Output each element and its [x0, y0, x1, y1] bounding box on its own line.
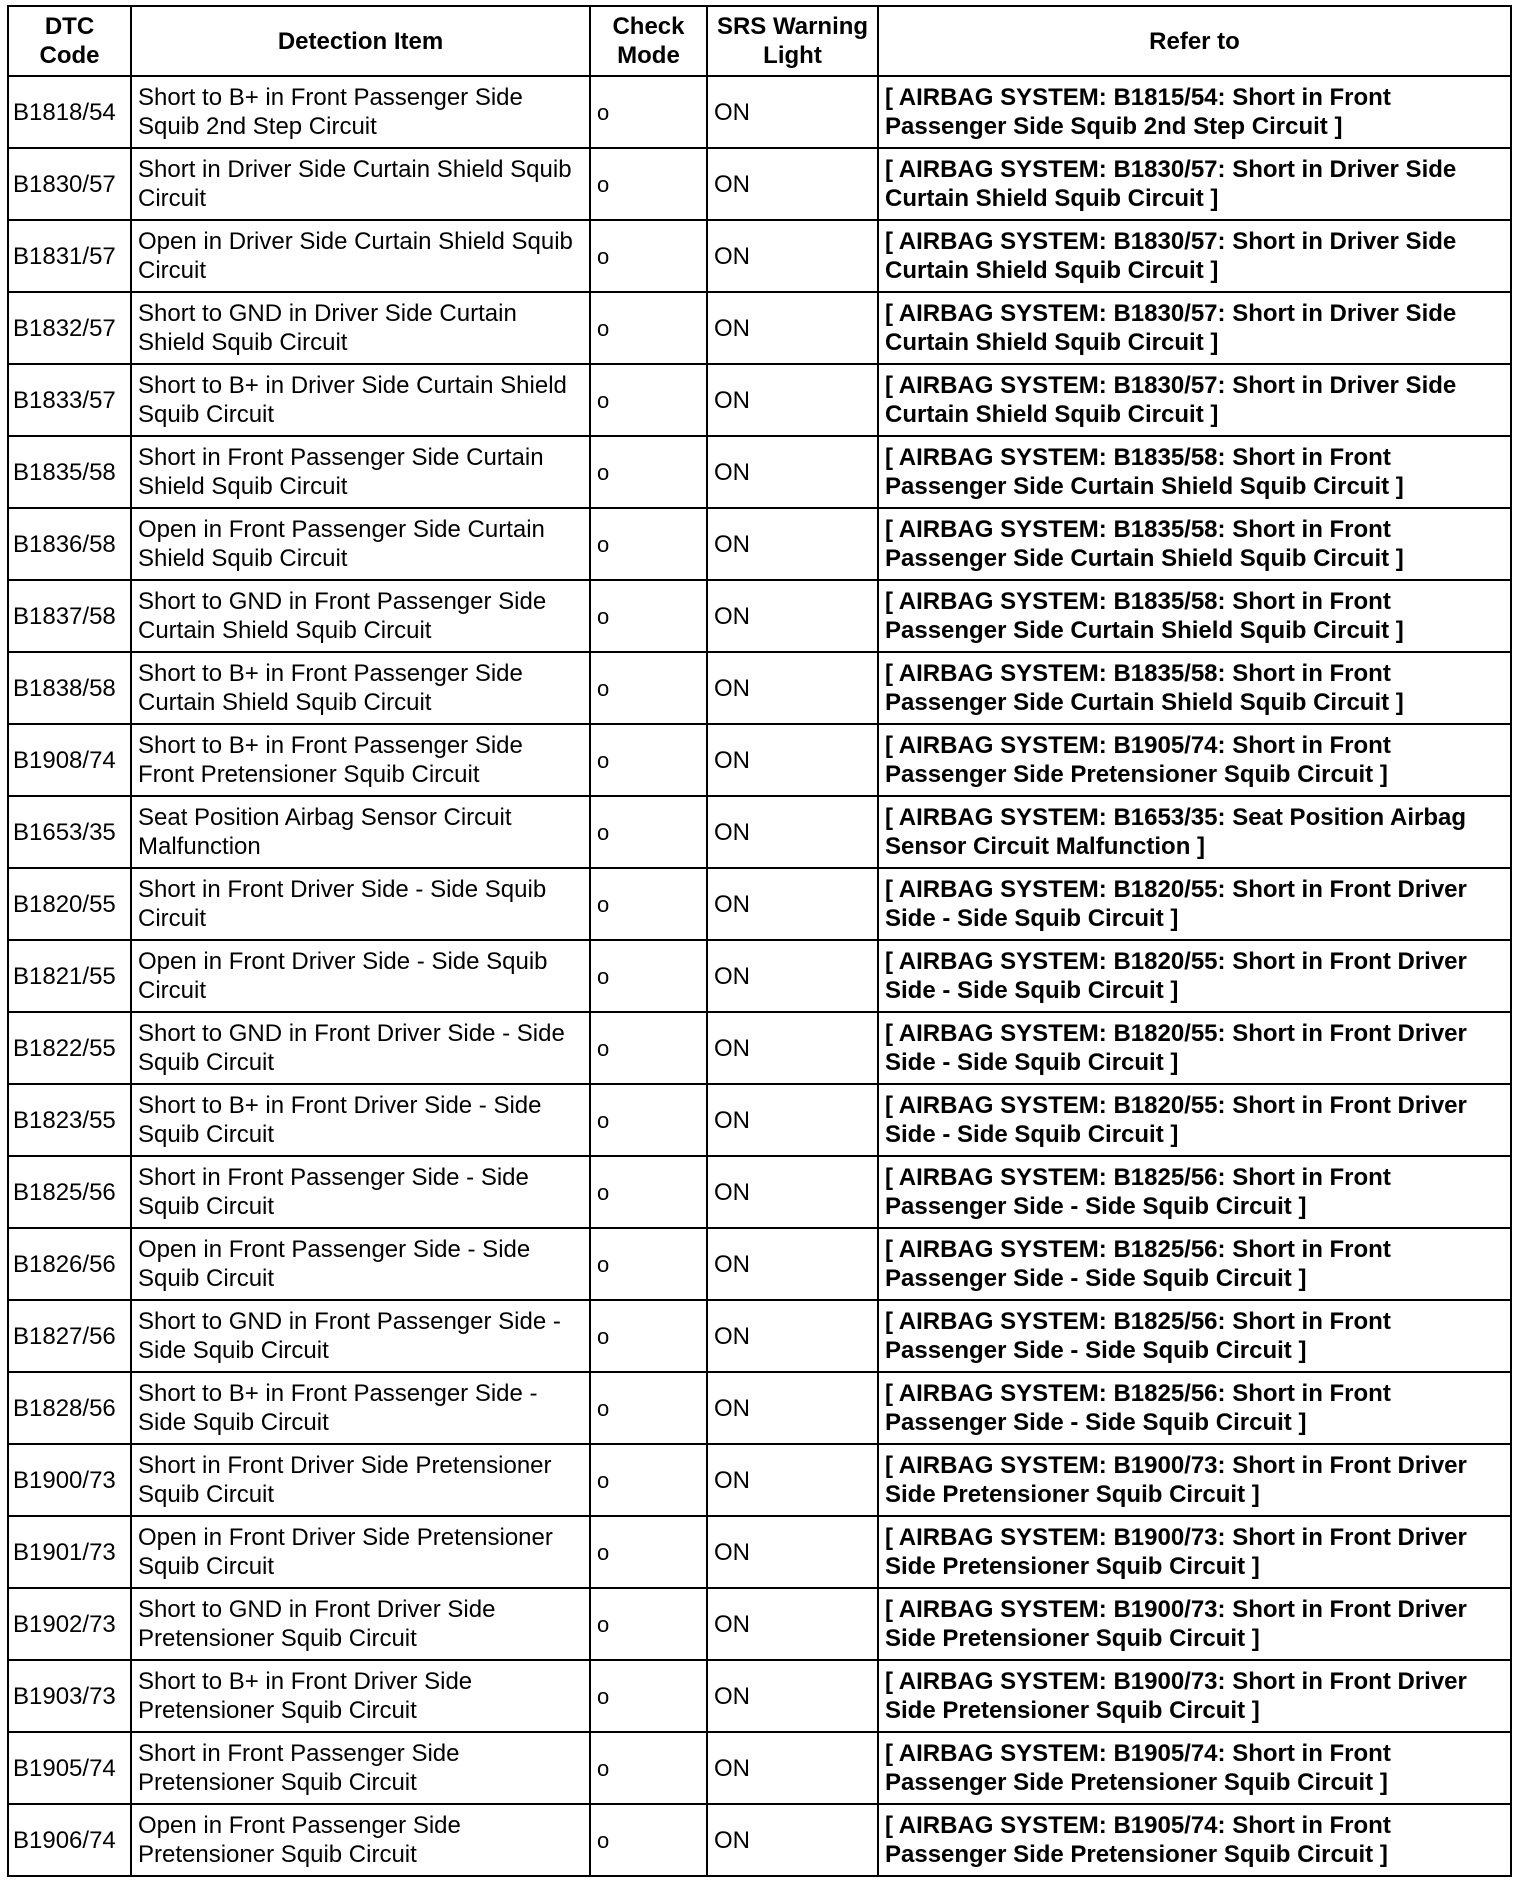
dtc-code-cell: B1828/56 — [8, 1372, 131, 1444]
srs-warning-light-cell: ON — [707, 1588, 878, 1660]
srs-warning-light-cell: ON — [707, 940, 878, 1012]
dtc-code-cell: B1653/35 — [8, 796, 131, 868]
refer-to-link[interactable]: [ AIRBAG SYSTEM: B1830/57: Short in Driver Side Curtain Shield Squib Circuit ] — [878, 292, 1511, 364]
detection-item-cell: Open in Driver Side Curtain Shield Squib Circuit — [131, 220, 590, 292]
check-mode-cell: o — [590, 292, 707, 364]
header-detection-item: Detection Item — [131, 6, 590, 76]
srs-warning-light-cell: ON — [707, 1300, 878, 1372]
check-mode-cell: o — [590, 436, 707, 508]
table-row — [8, 652, 1511, 724]
detection-item-cell: Short to B+ in Front Passenger Side - Side Squib Circuit — [131, 1372, 590, 1444]
dtc-code-cell: B1833/57 — [8, 364, 131, 436]
refer-to-link[interactable]: [ AIRBAG SYSTEM: B1835/58: Short in Front Passenger Side Curtain Shield Squib Circuit ] — [878, 436, 1511, 508]
header-dtc-code: DTC Code — [8, 6, 131, 76]
dtc-code-cell: B1831/57 — [8, 220, 131, 292]
refer-to-link[interactable]: [ AIRBAG SYSTEM: B1825/56: Short in Front Passenger Side - Side Squib Circuit ] — [878, 1156, 1511, 1228]
table-row — [8, 1732, 1511, 1804]
refer-to-link[interactable]: [ AIRBAG SYSTEM: B1830/57: Short in Driver Side Curtain Shield Squib Circuit ] — [878, 220, 1511, 292]
detection-item-cell: Short to GND in Front Driver Side Pretensioner Squib Circuit — [131, 1588, 590, 1660]
check-mode-cell: o — [590, 1084, 707, 1156]
refer-to-link[interactable]: [ AIRBAG SYSTEM: B1900/73: Short in Front Driver Side Pretensioner Squib Circuit ] — [878, 1516, 1511, 1588]
srs-warning-light-cell: ON — [707, 1084, 878, 1156]
refer-to-link[interactable]: [ AIRBAG SYSTEM: B1825/56: Short in Front Passenger Side - Side Squib Circuit ] — [878, 1300, 1511, 1372]
srs-warning-light-cell: ON — [707, 1012, 878, 1084]
dtc-table — [7, 5, 1512, 1877]
dtc-code-cell: B1818/54 — [8, 76, 131, 148]
detection-item-cell: Short in Front Passenger Side Curtain Shield Squib Circuit — [131, 436, 590, 508]
header-check-mode: Check Mode — [590, 6, 707, 76]
check-mode-cell: o — [590, 76, 707, 148]
refer-to-link[interactable]: [ AIRBAG SYSTEM: B1825/56: Short in Front Passenger Side - Side Squib Circuit ] — [878, 1228, 1511, 1300]
check-mode-cell: o — [590, 1228, 707, 1300]
detection-item-cell: Short in Front Passenger Side - Side Squib Circuit — [131, 1156, 590, 1228]
dtc-code-cell: B1820/55 — [8, 868, 131, 940]
detection-item-cell: Seat Position Airbag Sensor Circuit Malfunction — [131, 796, 590, 868]
refer-to-link[interactable]: [ AIRBAG SYSTEM: B1905/74: Short in Front Passenger Side Pretensioner Squib Circuit ] — [878, 1732, 1511, 1804]
check-mode-cell: o — [590, 1660, 707, 1732]
table-body — [8, 76, 1511, 1876]
detection-item-cell: Open in Front Driver Side Pretensioner Squib Circuit — [131, 1516, 590, 1588]
refer-to-link[interactable]: [ AIRBAG SYSTEM: B1830/57: Short in Driver Side Curtain Shield Squib Circuit ] — [878, 148, 1511, 220]
check-mode-cell: o — [590, 220, 707, 292]
table-row — [8, 1372, 1511, 1444]
dtc-code-cell: B1823/55 — [8, 1084, 131, 1156]
detection-item-cell: Short to B+ in Front Passenger Side Squib 2nd Step Circuit — [131, 76, 590, 148]
srs-warning-light-cell: ON — [707, 1156, 878, 1228]
check-mode-cell: o — [590, 1588, 707, 1660]
table-row — [8, 508, 1511, 580]
dtc-code-cell: B1901/73 — [8, 1516, 131, 1588]
refer-to-link[interactable]: [ AIRBAG SYSTEM: B1900/73: Short in Front Driver Side Pretensioner Squib Circuit ] — [878, 1444, 1511, 1516]
table-row — [8, 1012, 1511, 1084]
dtc-code-cell: B1821/55 — [8, 940, 131, 1012]
refer-to-link[interactable]: [ AIRBAG SYSTEM: B1835/58: Short in Front Passenger Side Curtain Shield Squib Circuit ] — [878, 508, 1511, 580]
srs-warning-light-cell: ON — [707, 292, 878, 364]
check-mode-cell: o — [590, 940, 707, 1012]
check-mode-cell: o — [590, 868, 707, 940]
dtc-code-cell: B1832/57 — [8, 292, 131, 364]
srs-warning-light-cell: ON — [707, 1372, 878, 1444]
detection-item-cell: Short to B+ in Driver Side Curtain Shield Squib Circuit — [131, 364, 590, 436]
srs-warning-light-cell: ON — [707, 1516, 878, 1588]
srs-warning-light-cell: ON — [707, 580, 878, 652]
refer-to-link[interactable]: [ AIRBAG SYSTEM: B1900/73: Short in Front Driver Side Pretensioner Squib Circuit ] — [878, 1588, 1511, 1660]
table-row — [8, 1516, 1511, 1588]
dtc-code-cell: B1827/56 — [8, 1300, 131, 1372]
check-mode-cell: o — [590, 1300, 707, 1372]
check-mode-cell: o — [590, 1012, 707, 1084]
check-mode-cell: o — [590, 508, 707, 580]
detection-item-cell: Short to GND in Front Passenger Side - Side Squib Circuit — [131, 1300, 590, 1372]
refer-to-link[interactable]: [ AIRBAG SYSTEM: B1830/57: Short in Driver Side Curtain Shield Squib Circuit ] — [878, 364, 1511, 436]
check-mode-cell: o — [590, 148, 707, 220]
detection-item-cell: Short to GND in Front Driver Side - Side Squib Circuit — [131, 1012, 590, 1084]
detection-item-cell: Short to B+ in Front Driver Side Pretensioner Squib Circuit — [131, 1660, 590, 1732]
refer-to-link[interactable]: [ AIRBAG SYSTEM: B1820/55: Short in Front Driver Side - Side Squib Circuit ] — [878, 1084, 1511, 1156]
dtc-code-cell: B1826/56 — [8, 1228, 131, 1300]
header-refer-to: Refer to — [878, 6, 1511, 76]
refer-to-link[interactable]: [ AIRBAG SYSTEM: B1820/55: Short in Front Driver Side - Side Squib Circuit ] — [878, 940, 1511, 1012]
table-row — [8, 148, 1511, 220]
check-mode-cell: o — [590, 724, 707, 796]
table-row — [8, 724, 1511, 796]
dtc-code-cell: B1905/74 — [8, 1732, 131, 1804]
check-mode-cell: o — [590, 1156, 707, 1228]
dtc-code-cell: B1836/58 — [8, 508, 131, 580]
dtc-code-cell: B1838/58 — [8, 652, 131, 724]
check-mode-cell: o — [590, 796, 707, 868]
table-row — [8, 436, 1511, 508]
srs-warning-light-cell: ON — [707, 148, 878, 220]
detection-item-cell: Short in Driver Side Curtain Shield Squib Circuit — [131, 148, 590, 220]
detection-item-cell: Short in Front Driver Side - Side Squib Circuit — [131, 868, 590, 940]
refer-to-link[interactable]: [ AIRBAG SYSTEM: B1905/74: Short in Front Passenger Side Pretensioner Squib Circuit ] — [878, 1804, 1511, 1876]
dtc-code-cell: B1822/55 — [8, 1012, 131, 1084]
srs-warning-light-cell: ON — [707, 436, 878, 508]
refer-to-link[interactable]: [ AIRBAG SYSTEM: B1815/54: Short in Front Passenger Side Squib 2nd Step Circuit ] — [878, 76, 1511, 148]
refer-to-link[interactable]: [ AIRBAG SYSTEM: B1900/73: Short in Front Driver Side Pretensioner Squib Circuit ] — [878, 1660, 1511, 1732]
detection-item-cell: Short to GND in Front Passenger Side Curtain Shield Squib Circuit — [131, 580, 590, 652]
check-mode-cell: o — [590, 1804, 707, 1876]
check-mode-cell: o — [590, 580, 707, 652]
dtc-code-cell: B1906/74 — [8, 1804, 131, 1876]
refer-to-link[interactable]: [ AIRBAG SYSTEM: B1653/35: Seat Position Airbag Sensor Circuit Malfunction ] — [878, 796, 1511, 868]
table-row — [8, 868, 1511, 940]
detection-item-cell: Short to B+ in Front Passenger Side Front Pretensioner Squib Circuit — [131, 724, 590, 796]
detection-item-cell: Short in Front Driver Side Pretensioner Squib Circuit — [131, 1444, 590, 1516]
dtc-code-cell: B1902/73 — [8, 1588, 131, 1660]
dtc-code-cell: B1830/57 — [8, 148, 131, 220]
dtc-code-cell: B1900/73 — [8, 1444, 131, 1516]
check-mode-cell: o — [590, 1732, 707, 1804]
check-mode-cell: o — [590, 364, 707, 436]
table-row — [8, 292, 1511, 364]
table-row — [8, 1804, 1511, 1876]
header-row — [8, 6, 1511, 76]
srs-warning-light-cell: ON — [707, 1444, 878, 1516]
srs-warning-light-cell: ON — [707, 1228, 878, 1300]
table-row — [8, 940, 1511, 1012]
detection-item-cell: Short in Front Passenger Side Pretensioner Squib Circuit — [131, 1732, 590, 1804]
dtc-code-cell: B1908/74 — [8, 724, 131, 796]
srs-warning-light-cell: ON — [707, 76, 878, 148]
detection-item-cell: Short to B+ in Front Passenger Side Curtain Shield Squib Circuit — [131, 652, 590, 724]
detection-item-cell: Short to GND in Driver Side Curtain Shield Squib Circuit — [131, 292, 590, 364]
table-row — [8, 1588, 1511, 1660]
check-mode-cell: o — [590, 1372, 707, 1444]
table-row — [8, 1084, 1511, 1156]
srs-warning-light-cell: ON — [707, 796, 878, 868]
refer-to-link[interactable]: [ AIRBAG SYSTEM: B1835/58: Short in Front Passenger Side Curtain Shield Squib Circuit ] — [878, 580, 1511, 652]
srs-warning-light-cell: ON — [707, 364, 878, 436]
table-row — [8, 1660, 1511, 1732]
srs-warning-light-cell: ON — [707, 652, 878, 724]
dtc-code-cell: B1903/73 — [8, 1660, 131, 1732]
refer-to-link[interactable]: [ AIRBAG SYSTEM: B1820/55: Short in Front Driver Side - Side Squib Circuit ] — [878, 868, 1511, 940]
dtc-code-cell: B1837/58 — [8, 580, 131, 652]
srs-warning-light-cell: ON — [707, 508, 878, 580]
check-mode-cell: o — [590, 1516, 707, 1588]
detection-item-cell: Open in Front Passenger Side - Side Squib Circuit — [131, 1228, 590, 1300]
check-mode-cell: o — [590, 1444, 707, 1516]
table-row — [8, 580, 1511, 652]
header-srs-warning-light: SRS Warning Light — [707, 6, 878, 76]
detection-item-cell: Short to B+ in Front Driver Side - Side Squib Circuit — [131, 1084, 590, 1156]
dtc-code-cell: B1825/56 — [8, 1156, 131, 1228]
srs-warning-light-cell: ON — [707, 1732, 878, 1804]
refer-to-link[interactable]: [ AIRBAG SYSTEM: B1905/74: Short in Front Passenger Side Pretensioner Squib Circuit ] — [878, 724, 1511, 796]
table-row — [8, 76, 1511, 148]
table-row — [8, 364, 1511, 436]
table-row — [8, 1156, 1511, 1228]
detection-item-cell: Open in Front Passenger Side Pretensioner Squib Circuit — [131, 1804, 590, 1876]
table-row — [8, 796, 1511, 868]
table-row — [8, 220, 1511, 292]
refer-to-link[interactable]: [ AIRBAG SYSTEM: B1825/56: Short in Front Passenger Side - Side Squib Circuit ] — [878, 1372, 1511, 1444]
srs-warning-light-cell: ON — [707, 1660, 878, 1732]
srs-warning-light-cell: ON — [707, 220, 878, 292]
table-row — [8, 1228, 1511, 1300]
srs-warning-light-cell: ON — [707, 724, 878, 796]
table-row — [8, 1444, 1511, 1516]
srs-warning-light-cell: ON — [707, 1804, 878, 1876]
dtc-code-cell: B1835/58 — [8, 436, 131, 508]
table-row — [8, 1300, 1511, 1372]
detection-item-cell: Open in Front Passenger Side Curtain Shield Squib Circuit — [131, 508, 590, 580]
detection-item-cell: Open in Front Driver Side - Side Squib Circuit — [131, 940, 590, 1012]
refer-to-link[interactable]: [ AIRBAG SYSTEM: B1820/55: Short in Front Driver Side - Side Squib Circuit ] — [878, 1012, 1511, 1084]
refer-to-link[interactable]: [ AIRBAG SYSTEM: B1835/58: Short in Front Passenger Side Curtain Shield Squib Circuit ] — [878, 652, 1511, 724]
check-mode-cell: o — [590, 652, 707, 724]
srs-warning-light-cell: ON — [707, 868, 878, 940]
